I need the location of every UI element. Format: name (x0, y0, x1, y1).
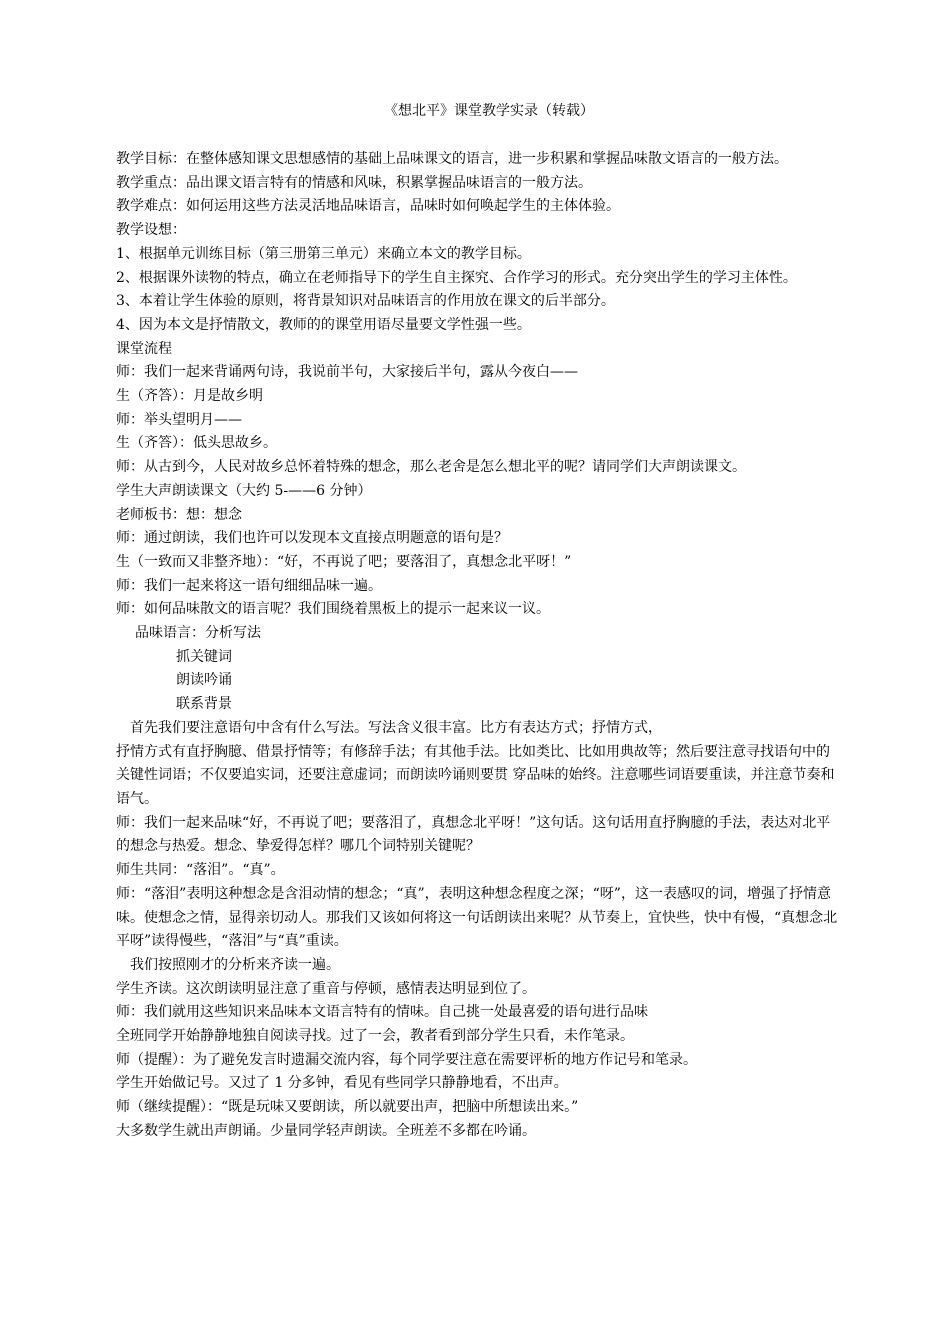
dialogue-line: 生（齐答）：低头思故乡。 (116, 435, 277, 452)
paragraph-class-flow: 课堂流程 (116, 340, 172, 357)
dialogue-line: 全班同学开始静静地独自阅读寻找。过了一会，教者看到部分学生只看，未作笔录。 (116, 1028, 634, 1045)
paragraph-plan-1: 1、根据单元训练目标（第三册第三单元）来确立本文的教学目标。 (116, 245, 531, 262)
dialogue-line: 师：我们就用这些知识来品味本文语言特有的情味。自己挑一处最喜爱的语句进行品味 (116, 1004, 648, 1021)
dialogue-line: 师：“落泪”表明这种想念是含泪动情的想念；“真”，表明这种想念程度之深；“呀”，这一表感叹的词，增强了抒情意味。使想念之情，显得亲切动人。那我们又该如何将这一句话朗读出来呢？从节奏上，宜快些，快中有慢，“真想念北平呀”读得慢些，“落泪”与“真”重读。 (116, 885, 838, 950)
dialogue-line: 师（继续提醒）：“既是玩味又要朗读，所以就要出声，把脑中所想读出来。” (116, 1099, 579, 1116)
dialogue-line: 生（一致而又非整齐地）：“好，不再说了吧；要落泪了，真想念北平呀！” (116, 553, 572, 570)
dialogue-line: 师：通过朗读，我们也许可以发现本文直接点明题意的语句是？ (116, 530, 508, 547)
dialogue-line: 学生大声朗读课文（大约 5-——6 分钟） (116, 482, 372, 499)
dialogue-line: 学生齐读。这次朗读明显注意了重音与停顿，感情表达明显到位了。 (116, 980, 536, 997)
dialogue-line: 师（提醒）：为了避免发言时遗漏交流内容，每个同学要注意在需要评析的地方作记号和笔录。 (116, 1051, 697, 1068)
dialogue-line: 师：从古到今，人民对故乡总怀着特殊的想念，那么老舍是怎么想北平的呢？请同学们大声朗读课文。 (116, 459, 746, 476)
dialogue-line: 师：我们一起来背诵两句诗，我说前半句，大家接后半句，露从今夜白—— (116, 364, 578, 381)
dialogue-line: 师：如何品味散文的语言呢？我们围绕着黑板上的提示一起来议一议。 (116, 601, 550, 618)
dialogue-line: 师生共同：“落泪”。“真”。 (116, 862, 285, 879)
paragraph-teaching-goal: 教学目标：在整体感知课文思想感情的基础上品味课文的语言，进一步积累和掌握品味散文语言的一般方法。 (116, 151, 788, 167)
paragraph-teaching-difficulty: 教学难点：如何运用这些方法灵活地品味语言，品味时如何唤起学生的主体体验。 (116, 198, 620, 215)
paragraph-teaching-focus: 教学重点：品出课文语言特有的情感和风味，积累掌握品味语言的一般方法。 (116, 174, 592, 191)
dialogue-line: 师：我们一起来将这一语句细细品味一遍。 (116, 577, 382, 594)
paragraph-plan-2: 2、根据课外读物的特点，确立在老师指导下的学生自主探究、合作学习的形式。充分突出学生的学习主体性。 (116, 269, 797, 286)
dialogue-line: 生（齐答）：月是故乡明 (116, 388, 263, 405)
dialogue-line: 师：我们一起来品味“好，不再说了吧；要落泪了，真想念北平呀！”这句话。这句话用直抒胸臆的手法，表达对北平的想念与热爱。想念、挚爱得怎样？哪几个词特别关键呢？ (116, 814, 831, 855)
paragraph-analysis-cont: 抒情方式有直抒胸臆、借景抒情等；有修辞手法；有其他手法。比如类比、比如用典故等；然后要注意寻找语句中的关键性词语；不仅要追实词，还要注意虚词；而朗读吟诵则要贯 穿品味的始终。注意哪些词语要重读，并注意节奏和语气。 (116, 743, 835, 807)
dialogue-line: 大多数学生就出声朗诵。少量同学轻声朗读。全班差不多都在吟诵。 (116, 1122, 536, 1139)
document-title: 《想北平》课堂教学实录（转载） (384, 103, 594, 119)
board-heading: 品味语言：分析写法 (135, 625, 261, 642)
document-page (116, 100, 842, 1144)
dialogue-line: 学生开始做记号。又过了 1 分多钟，看见有些同学只静静地看，不出声。 (116, 1075, 568, 1092)
board-item: 朗读吟诵 (176, 672, 232, 689)
board-item: 抓关键词 (176, 648, 232, 665)
paragraph-teaching-plan: 教学设想： (116, 222, 186, 239)
paragraph-plan-3: 3、本着让学生体验的原则，将背景知识对品味语言的作用放在课文的后半部分。 (116, 293, 615, 310)
paragraph-analysis: 首先我们要注意语句中含有什么写法。写法含义很丰富。比方有表达方式；抒情方式， (130, 719, 662, 736)
board-item: 联系背景 (176, 696, 232, 713)
dialogue-line: 师：举头望明月—— (116, 411, 242, 428)
dialogue-line: 我们按照刚才的分析来齐读一遍。 (130, 956, 340, 973)
paragraph-plan-4: 4、因为本文是抒情散文，教师的的课堂用语尽量要文学性强一些。 (116, 316, 531, 333)
dialogue-line: 老师板书：想：想念 (116, 506, 242, 523)
